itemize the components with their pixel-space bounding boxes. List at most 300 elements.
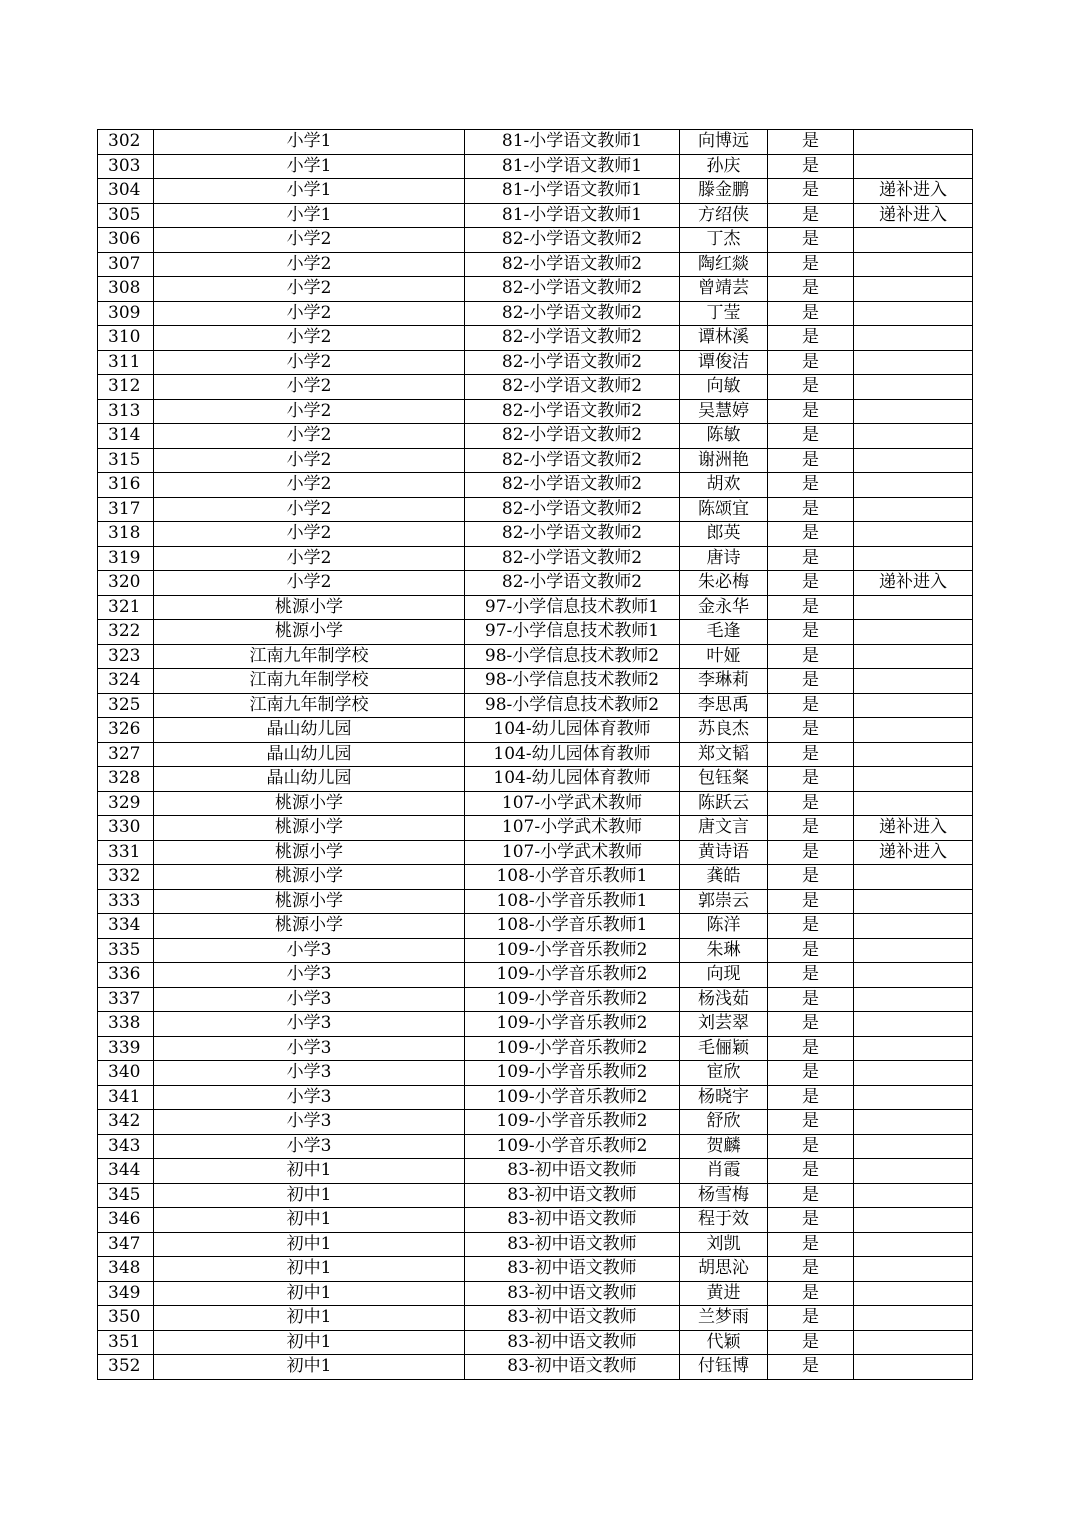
table-row bbox=[98, 522, 973, 547]
remark-cell bbox=[854, 644, 973, 669]
qualified-cell: 是 bbox=[768, 203, 854, 228]
remark-cell bbox=[854, 693, 973, 718]
table-row bbox=[98, 914, 973, 939]
school-cell: 桃源小学 bbox=[154, 865, 465, 890]
qualified-cell: 是 bbox=[768, 424, 854, 449]
school-cell: 江南九年制学校 bbox=[154, 644, 465, 669]
position-cell: 82-小学语文教师2 bbox=[465, 375, 680, 400]
remark-cell bbox=[854, 595, 973, 620]
position-cell: 107-小学武术教师 bbox=[465, 791, 680, 816]
qualified-cell: 是 bbox=[768, 914, 854, 939]
school-cell: 小学2 bbox=[154, 522, 465, 547]
table-row bbox=[98, 301, 973, 326]
qualified-cell: 是 bbox=[768, 938, 854, 963]
name-cell: 陈敏 bbox=[680, 424, 768, 449]
qualified-cell: 是 bbox=[768, 1134, 854, 1159]
school-cell: 小学3 bbox=[154, 1110, 465, 1135]
remark-cell bbox=[854, 350, 973, 375]
row-number-cell: 316 bbox=[98, 473, 154, 498]
row-number-cell: 328 bbox=[98, 767, 154, 792]
qualified-cell: 是 bbox=[768, 840, 854, 865]
row-number-cell: 312 bbox=[98, 375, 154, 400]
table-row bbox=[98, 497, 973, 522]
remark-cell bbox=[854, 399, 973, 424]
school-cell: 桃源小学 bbox=[154, 620, 465, 645]
name-cell: 滕金鹏 bbox=[680, 179, 768, 204]
qualified-cell: 是 bbox=[768, 301, 854, 326]
position-cell: 109-小学音乐教师2 bbox=[465, 1110, 680, 1135]
name-cell: 郭崇云 bbox=[680, 889, 768, 914]
school-cell: 小学3 bbox=[154, 1085, 465, 1110]
row-number-cell: 343 bbox=[98, 1134, 154, 1159]
name-cell: 曾靖芸 bbox=[680, 277, 768, 302]
qualified-cell: 是 bbox=[768, 1355, 854, 1380]
name-cell: 胡欢 bbox=[680, 473, 768, 498]
remark-cell bbox=[854, 1306, 973, 1331]
table-row bbox=[98, 595, 973, 620]
row-number-cell: 349 bbox=[98, 1281, 154, 1306]
name-cell: 丁杰 bbox=[680, 228, 768, 253]
position-cell: 104-幼儿园体育教师 bbox=[465, 718, 680, 743]
name-cell: 向博远 bbox=[680, 130, 768, 155]
position-cell: 82-小学语文教师2 bbox=[465, 350, 680, 375]
table-row bbox=[98, 669, 973, 694]
school-cell: 小学3 bbox=[154, 1134, 465, 1159]
row-number-cell: 340 bbox=[98, 1061, 154, 1086]
name-cell: 杨晓宇 bbox=[680, 1085, 768, 1110]
position-cell: 104-幼儿园体育教师 bbox=[465, 742, 680, 767]
name-cell: 苏良杰 bbox=[680, 718, 768, 743]
remark-cell: 递补进入 bbox=[854, 179, 973, 204]
remark-cell bbox=[854, 1085, 973, 1110]
school-cell: 小学1 bbox=[154, 179, 465, 204]
qualified-cell: 是 bbox=[768, 816, 854, 841]
school-cell: 小学2 bbox=[154, 497, 465, 522]
row-number-cell: 321 bbox=[98, 595, 154, 620]
name-cell: 陈洋 bbox=[680, 914, 768, 939]
name-cell: 宦欣 bbox=[680, 1061, 768, 1086]
remark-cell bbox=[854, 742, 973, 767]
qualified-cell: 是 bbox=[768, 375, 854, 400]
qualified-cell: 是 bbox=[768, 399, 854, 424]
position-cell: 109-小学音乐教师2 bbox=[465, 987, 680, 1012]
school-cell: 小学3 bbox=[154, 1061, 465, 1086]
table-row bbox=[98, 1036, 973, 1061]
remark-cell bbox=[854, 1134, 973, 1159]
row-number-cell: 317 bbox=[98, 497, 154, 522]
name-cell: 向现 bbox=[680, 963, 768, 988]
qualified-cell: 是 bbox=[768, 718, 854, 743]
table-row bbox=[98, 350, 973, 375]
table-row bbox=[98, 203, 973, 228]
name-cell: 郎英 bbox=[680, 522, 768, 547]
school-cell: 小学1 bbox=[154, 130, 465, 155]
name-cell: 陈跃云 bbox=[680, 791, 768, 816]
name-cell: 方绍侠 bbox=[680, 203, 768, 228]
qualified-cell: 是 bbox=[768, 546, 854, 571]
row-number-cell: 311 bbox=[98, 350, 154, 375]
position-cell: 83-初中语文教师 bbox=[465, 1355, 680, 1380]
remark-cell bbox=[854, 889, 973, 914]
remark-cell bbox=[854, 938, 973, 963]
school-cell: 桃源小学 bbox=[154, 889, 465, 914]
school-cell: 桃源小学 bbox=[154, 914, 465, 939]
school-cell: 小学3 bbox=[154, 938, 465, 963]
name-cell: 吴慧婷 bbox=[680, 399, 768, 424]
table-row bbox=[98, 130, 973, 155]
position-cell: 98-小学信息技术教师2 bbox=[465, 644, 680, 669]
row-number-cell: 306 bbox=[98, 228, 154, 253]
school-cell: 江南九年制学校 bbox=[154, 693, 465, 718]
qualified-cell: 是 bbox=[768, 620, 854, 645]
school-cell: 小学1 bbox=[154, 154, 465, 179]
qualified-cell: 是 bbox=[768, 865, 854, 890]
table-row bbox=[98, 620, 973, 645]
table-row bbox=[98, 1012, 973, 1037]
remark-cell: 递补进入 bbox=[854, 571, 973, 596]
remark-cell bbox=[854, 301, 973, 326]
table-row bbox=[98, 1281, 973, 1306]
table-row bbox=[98, 767, 973, 792]
name-cell: 程于效 bbox=[680, 1208, 768, 1233]
remark-cell bbox=[854, 473, 973, 498]
row-number-cell: 344 bbox=[98, 1159, 154, 1184]
row-number-cell: 331 bbox=[98, 840, 154, 865]
school-cell: 小学3 bbox=[154, 1036, 465, 1061]
remark-cell bbox=[854, 987, 973, 1012]
remark-cell: 递补进入 bbox=[854, 840, 973, 865]
row-number-cell: 324 bbox=[98, 669, 154, 694]
remark-cell bbox=[854, 1183, 973, 1208]
school-cell: 小学2 bbox=[154, 375, 465, 400]
position-cell: 109-小学音乐教师2 bbox=[465, 1134, 680, 1159]
position-cell: 104-幼儿园体育教师 bbox=[465, 767, 680, 792]
school-cell: 小学2 bbox=[154, 277, 465, 302]
qualified-cell: 是 bbox=[768, 154, 854, 179]
row-number-cell: 315 bbox=[98, 448, 154, 473]
row-number-cell: 326 bbox=[98, 718, 154, 743]
row-number-cell: 310 bbox=[98, 326, 154, 351]
school-cell: 小学2 bbox=[154, 350, 465, 375]
qualified-cell: 是 bbox=[768, 644, 854, 669]
name-cell: 代颖 bbox=[680, 1330, 768, 1355]
remark-cell bbox=[854, 1281, 973, 1306]
table-row bbox=[98, 742, 973, 767]
qualified-cell: 是 bbox=[768, 1012, 854, 1037]
row-number-cell: 322 bbox=[98, 620, 154, 645]
remark-cell bbox=[854, 669, 973, 694]
name-cell: 叶娅 bbox=[680, 644, 768, 669]
name-cell: 唐文言 bbox=[680, 816, 768, 841]
row-number-cell: 327 bbox=[98, 742, 154, 767]
remark-cell bbox=[854, 277, 973, 302]
school-cell: 桃源小学 bbox=[154, 595, 465, 620]
school-cell: 初中1 bbox=[154, 1257, 465, 1282]
row-number-cell: 329 bbox=[98, 791, 154, 816]
table-row bbox=[98, 154, 973, 179]
qualified-cell: 是 bbox=[768, 669, 854, 694]
name-cell: 孙庆 bbox=[680, 154, 768, 179]
position-cell: 108-小学音乐教师1 bbox=[465, 865, 680, 890]
row-number-cell: 308 bbox=[98, 277, 154, 302]
table-row bbox=[98, 546, 973, 571]
row-number-cell: 350 bbox=[98, 1306, 154, 1331]
table-row bbox=[98, 1159, 973, 1184]
row-number-cell: 339 bbox=[98, 1036, 154, 1061]
table-row bbox=[98, 1257, 973, 1282]
table-row bbox=[98, 840, 973, 865]
row-number-cell: 348 bbox=[98, 1257, 154, 1282]
table-row bbox=[98, 1085, 973, 1110]
position-cell: 82-小学语文教师2 bbox=[465, 424, 680, 449]
row-number-cell: 345 bbox=[98, 1183, 154, 1208]
position-cell: 83-初中语文教师 bbox=[465, 1257, 680, 1282]
qualified-cell: 是 bbox=[768, 1257, 854, 1282]
school-cell: 小学2 bbox=[154, 571, 465, 596]
name-cell: 刘芸翠 bbox=[680, 1012, 768, 1037]
school-cell: 初中1 bbox=[154, 1159, 465, 1184]
row-number-cell: 341 bbox=[98, 1085, 154, 1110]
remark-cell bbox=[854, 1159, 973, 1184]
table-row bbox=[98, 1306, 973, 1331]
position-cell: 83-初中语文教师 bbox=[465, 1159, 680, 1184]
remark-cell bbox=[854, 1061, 973, 1086]
position-cell: 83-初中语文教师 bbox=[465, 1232, 680, 1257]
remark-cell bbox=[854, 497, 973, 522]
name-cell: 刘凯 bbox=[680, 1232, 768, 1257]
school-cell: 小学2 bbox=[154, 301, 465, 326]
row-number-cell: 313 bbox=[98, 399, 154, 424]
table-row bbox=[98, 473, 973, 498]
row-number-cell: 319 bbox=[98, 546, 154, 571]
school-cell: 晶山幼儿园 bbox=[154, 718, 465, 743]
row-number-cell: 325 bbox=[98, 693, 154, 718]
name-cell: 付钰博 bbox=[680, 1355, 768, 1380]
position-cell: 81-小学语文教师1 bbox=[465, 179, 680, 204]
name-cell: 杨雪梅 bbox=[680, 1183, 768, 1208]
school-cell: 小学2 bbox=[154, 424, 465, 449]
school-cell: 小学2 bbox=[154, 448, 465, 473]
remark-cell bbox=[854, 718, 973, 743]
school-cell: 初中1 bbox=[154, 1232, 465, 1257]
remark-cell bbox=[854, 448, 973, 473]
table-row bbox=[98, 1232, 973, 1257]
roster-table bbox=[97, 129, 973, 1380]
table-row bbox=[98, 816, 973, 841]
school-cell: 小学3 bbox=[154, 1012, 465, 1037]
position-cell: 82-小学语文教师2 bbox=[465, 546, 680, 571]
row-number-cell: 323 bbox=[98, 644, 154, 669]
qualified-cell: 是 bbox=[768, 963, 854, 988]
remark-cell bbox=[854, 865, 973, 890]
position-cell: 82-小学语文教师2 bbox=[465, 301, 680, 326]
row-number-cell: 332 bbox=[98, 865, 154, 890]
remark-cell bbox=[854, 1012, 973, 1037]
row-number-cell: 335 bbox=[98, 938, 154, 963]
row-number-cell: 302 bbox=[98, 130, 154, 155]
name-cell: 肖霞 bbox=[680, 1159, 768, 1184]
table-row bbox=[98, 252, 973, 277]
name-cell: 毛俪颖 bbox=[680, 1036, 768, 1061]
row-number-cell: 305 bbox=[98, 203, 154, 228]
remark-cell bbox=[854, 228, 973, 253]
position-cell: 82-小学语文教师2 bbox=[465, 448, 680, 473]
remark-cell bbox=[854, 424, 973, 449]
name-cell: 李琳莉 bbox=[680, 669, 768, 694]
school-cell: 初中1 bbox=[154, 1281, 465, 1306]
position-cell: 83-初中语文教师 bbox=[465, 1306, 680, 1331]
qualified-cell: 是 bbox=[768, 1110, 854, 1135]
position-cell: 109-小学音乐教师2 bbox=[465, 1036, 680, 1061]
name-cell: 黄进 bbox=[680, 1281, 768, 1306]
qualified-cell: 是 bbox=[768, 767, 854, 792]
qualified-cell: 是 bbox=[768, 277, 854, 302]
qualified-cell: 是 bbox=[768, 1061, 854, 1086]
table-row bbox=[98, 791, 973, 816]
remark-cell bbox=[854, 1208, 973, 1233]
position-cell: 81-小学语文教师1 bbox=[465, 130, 680, 155]
qualified-cell: 是 bbox=[768, 742, 854, 767]
school-cell: 小学2 bbox=[154, 473, 465, 498]
name-cell: 谢洲艳 bbox=[680, 448, 768, 473]
position-cell: 109-小学音乐教师2 bbox=[465, 1061, 680, 1086]
school-cell: 小学2 bbox=[154, 228, 465, 253]
row-number-cell: 320 bbox=[98, 571, 154, 596]
row-number-cell: 333 bbox=[98, 889, 154, 914]
position-cell: 109-小学音乐教师2 bbox=[465, 1012, 680, 1037]
school-cell: 初中1 bbox=[154, 1183, 465, 1208]
school-cell: 小学3 bbox=[154, 963, 465, 988]
position-cell: 81-小学语文教师1 bbox=[465, 154, 680, 179]
table-row bbox=[98, 399, 973, 424]
qualified-cell: 是 bbox=[768, 1085, 854, 1110]
table-row bbox=[98, 1110, 973, 1135]
position-cell: 83-初中语文教师 bbox=[465, 1330, 680, 1355]
qualified-cell: 是 bbox=[768, 1159, 854, 1184]
table-row bbox=[98, 1134, 973, 1159]
row-number-cell: 352 bbox=[98, 1355, 154, 1380]
school-cell: 初中1 bbox=[154, 1208, 465, 1233]
school-cell: 初中1 bbox=[154, 1330, 465, 1355]
row-number-cell: 334 bbox=[98, 914, 154, 939]
table-row bbox=[98, 987, 973, 1012]
position-cell: 109-小学音乐教师2 bbox=[465, 1085, 680, 1110]
remark-cell bbox=[854, 375, 973, 400]
remark-cell bbox=[854, 326, 973, 351]
qualified-cell: 是 bbox=[768, 1232, 854, 1257]
position-cell: 82-小学语文教师2 bbox=[465, 228, 680, 253]
table-row bbox=[98, 1183, 973, 1208]
row-number-cell: 338 bbox=[98, 1012, 154, 1037]
remark-cell bbox=[854, 963, 973, 988]
name-cell: 谭林溪 bbox=[680, 326, 768, 351]
name-cell: 陶红燚 bbox=[680, 252, 768, 277]
name-cell: 胡思沁 bbox=[680, 1257, 768, 1282]
name-cell: 陈颂宜 bbox=[680, 497, 768, 522]
row-number-cell: 318 bbox=[98, 522, 154, 547]
name-cell: 朱必梅 bbox=[680, 571, 768, 596]
position-cell: 81-小学语文教师1 bbox=[465, 203, 680, 228]
row-number-cell: 337 bbox=[98, 987, 154, 1012]
qualified-cell: 是 bbox=[768, 1036, 854, 1061]
position-cell: 83-初中语文教师 bbox=[465, 1281, 680, 1306]
name-cell: 黄诗语 bbox=[680, 840, 768, 865]
qualified-cell: 是 bbox=[768, 252, 854, 277]
table-row bbox=[98, 179, 973, 204]
remark-cell bbox=[854, 767, 973, 792]
qualified-cell: 是 bbox=[768, 130, 854, 155]
position-cell: 82-小学语文教师2 bbox=[465, 473, 680, 498]
position-cell: 98-小学信息技术教师2 bbox=[465, 693, 680, 718]
position-cell: 82-小学语文教师2 bbox=[465, 277, 680, 302]
roster-table-body bbox=[98, 130, 973, 1380]
qualified-cell: 是 bbox=[768, 350, 854, 375]
table-row bbox=[98, 889, 973, 914]
qualified-cell: 是 bbox=[768, 1306, 854, 1331]
remark-cell bbox=[854, 1355, 973, 1380]
qualified-cell: 是 bbox=[768, 497, 854, 522]
position-cell: 97-小学信息技术教师1 bbox=[465, 620, 680, 645]
name-cell: 毛逢 bbox=[680, 620, 768, 645]
table-row bbox=[98, 326, 973, 351]
row-number-cell: 347 bbox=[98, 1232, 154, 1257]
school-cell: 小学2 bbox=[154, 252, 465, 277]
remark-cell bbox=[854, 1330, 973, 1355]
name-cell: 谭俊洁 bbox=[680, 350, 768, 375]
position-cell: 82-小学语文教师2 bbox=[465, 326, 680, 351]
name-cell: 舒欣 bbox=[680, 1110, 768, 1135]
school-cell: 桃源小学 bbox=[154, 840, 465, 865]
table-row bbox=[98, 963, 973, 988]
school-cell: 初中1 bbox=[154, 1355, 465, 1380]
position-cell: 82-小学语文教师2 bbox=[465, 497, 680, 522]
school-cell: 初中1 bbox=[154, 1306, 465, 1331]
position-cell: 108-小学音乐教师1 bbox=[465, 889, 680, 914]
remark-cell bbox=[854, 130, 973, 155]
table-row bbox=[98, 277, 973, 302]
table-row bbox=[98, 1355, 973, 1380]
table-row bbox=[98, 375, 973, 400]
row-number-cell: 351 bbox=[98, 1330, 154, 1355]
table-row bbox=[98, 228, 973, 253]
qualified-cell: 是 bbox=[768, 1208, 854, 1233]
remark-cell bbox=[854, 1257, 973, 1282]
remark-cell bbox=[854, 1110, 973, 1135]
school-cell: 小学2 bbox=[154, 399, 465, 424]
qualified-cell: 是 bbox=[768, 326, 854, 351]
position-cell: 82-小学语文教师2 bbox=[465, 571, 680, 596]
name-cell: 朱琳 bbox=[680, 938, 768, 963]
name-cell: 向敏 bbox=[680, 375, 768, 400]
school-cell: 桃源小学 bbox=[154, 816, 465, 841]
row-number-cell: 304 bbox=[98, 179, 154, 204]
qualified-cell: 是 bbox=[768, 889, 854, 914]
table-row bbox=[98, 1208, 973, 1233]
qualified-cell: 是 bbox=[768, 179, 854, 204]
qualified-cell: 是 bbox=[768, 473, 854, 498]
school-cell: 晶山幼儿园 bbox=[154, 767, 465, 792]
name-cell: 贺麟 bbox=[680, 1134, 768, 1159]
qualified-cell: 是 bbox=[768, 571, 854, 596]
row-number-cell: 330 bbox=[98, 816, 154, 841]
table-row bbox=[98, 693, 973, 718]
school-cell: 小学2 bbox=[154, 326, 465, 351]
remark-cell bbox=[854, 522, 973, 547]
name-cell: 龚皓 bbox=[680, 865, 768, 890]
remark-cell bbox=[854, 154, 973, 179]
table-row bbox=[98, 571, 973, 596]
qualified-cell: 是 bbox=[768, 522, 854, 547]
